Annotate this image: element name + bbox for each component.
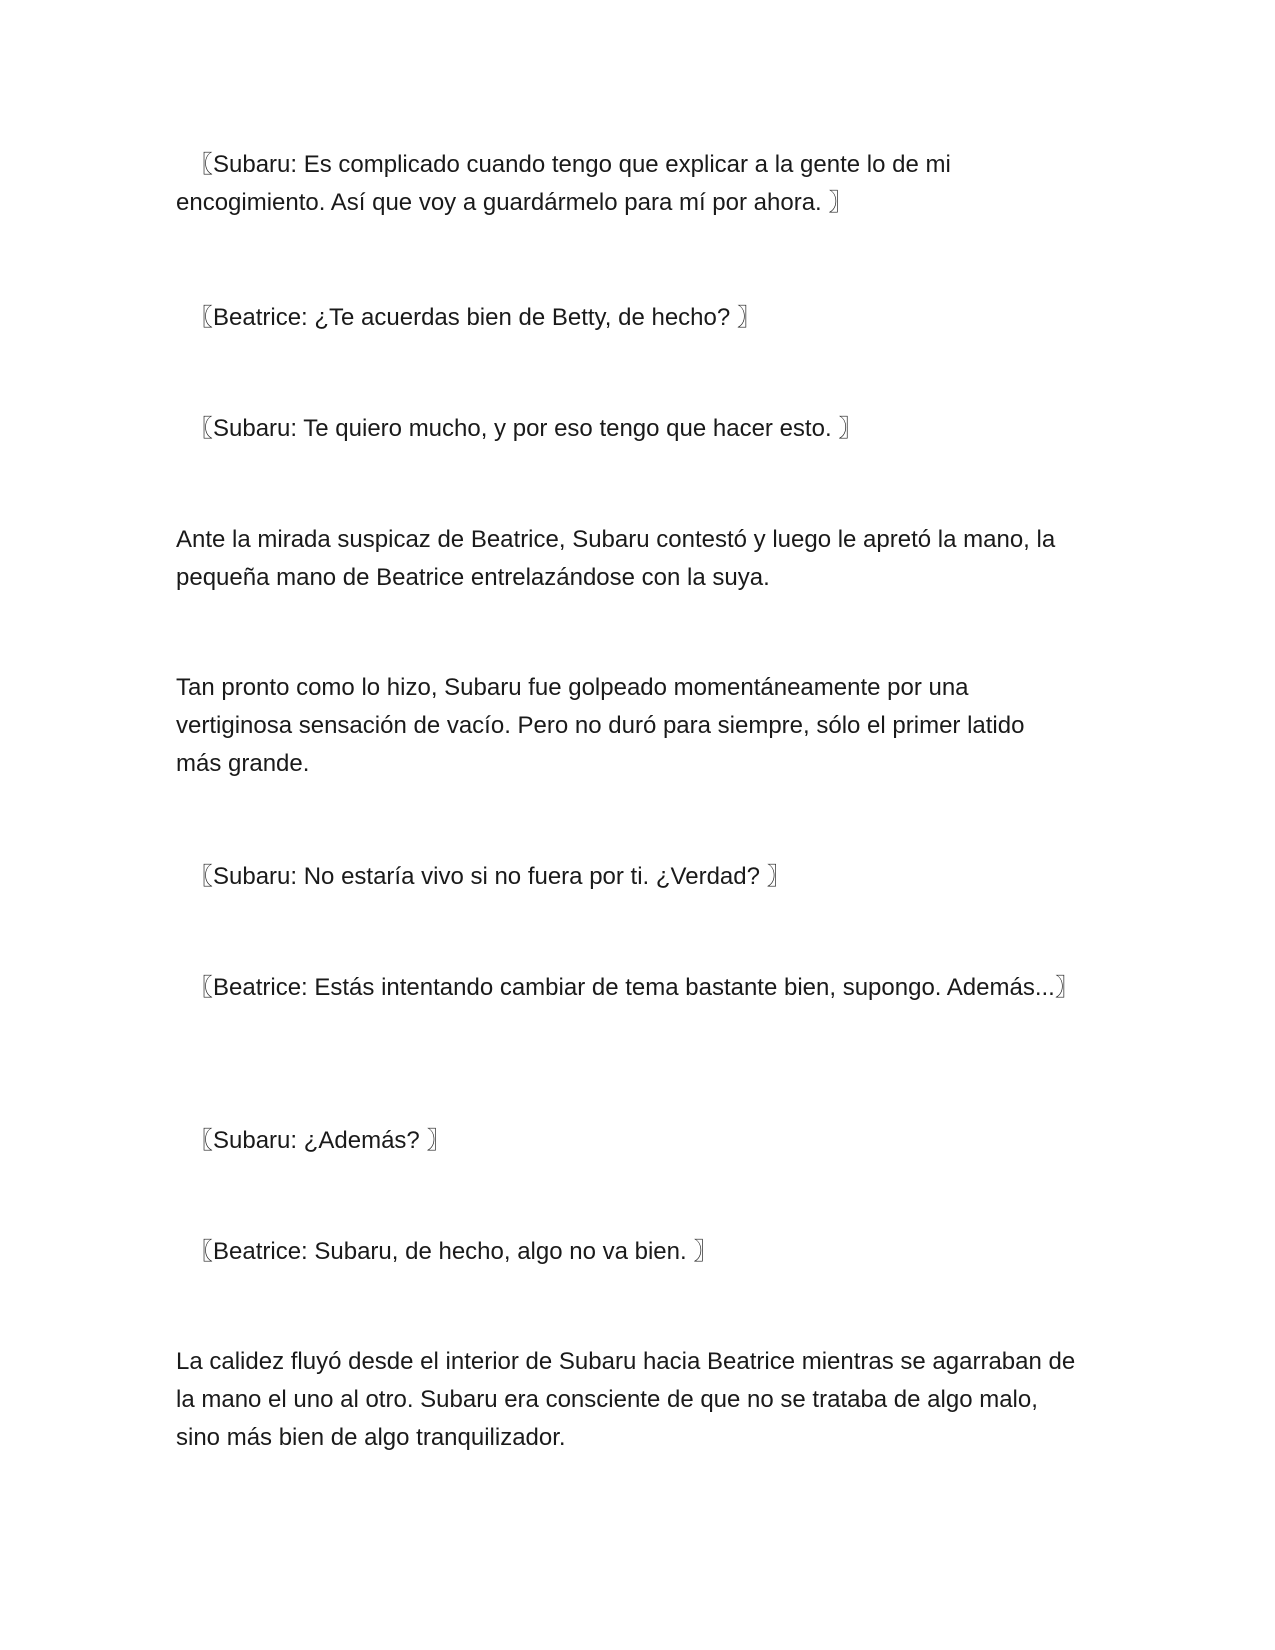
dialogue-paragraph: 〖Subaru: Te quiero mucho, y por eso tengo que hacer esto. 〗 (189, 415, 863, 442)
dialogue-paragraph: 〖Subaru: ¿Además? 〗 (189, 1127, 451, 1154)
dialogue-paragraph: 〖Beatrice: Estás intentando cambiar de tema bastante bien, supongo. Además...〗 (189, 974, 1079, 1001)
dialogue-paragraph: 〖Beatrice: ¿Te acuerdas bien de Betty, de hecho? 〗 (189, 304, 761, 331)
narration-paragraph: Tan pronto como lo hizo, Subaru fue golpeado momentáneamente por una vertiginosa sensación de vacío. Pero no duró para siempre, sólo el primer latido más grande. (176, 674, 1025, 777)
narration-paragraph: Ante la mirada suspicaz de Beatrice, Subaru contestó y luego le apretó la mano, la pequeña mano de Beatrice entrelazándose con la suya. (176, 526, 1056, 591)
dialogue-paragraph: 〖Beatrice: Subaru, de hecho, algo no va bien. 〗 (189, 1238, 718, 1265)
narration-paragraph: La calidez fluyó desde el interior de Subaru hacia Beatrice mientras se agarraban de la mano el uno al otro. Subaru era consciente de que no se trataba de algo malo, sino más bien de algo tranquilizador. (176, 1348, 1076, 1451)
dialogue-paragraph: 〖Subaru: Es complicado cuando tengo que explicar a la gente lo de mi encogimiento. Así que voy a guardármelo para mí por ahora. 〗 (176, 151, 951, 216)
dialogue-paragraph: 〖Subaru: No estaría vivo si no fuera por ti. ¿Verdad? 〗 (189, 863, 791, 890)
